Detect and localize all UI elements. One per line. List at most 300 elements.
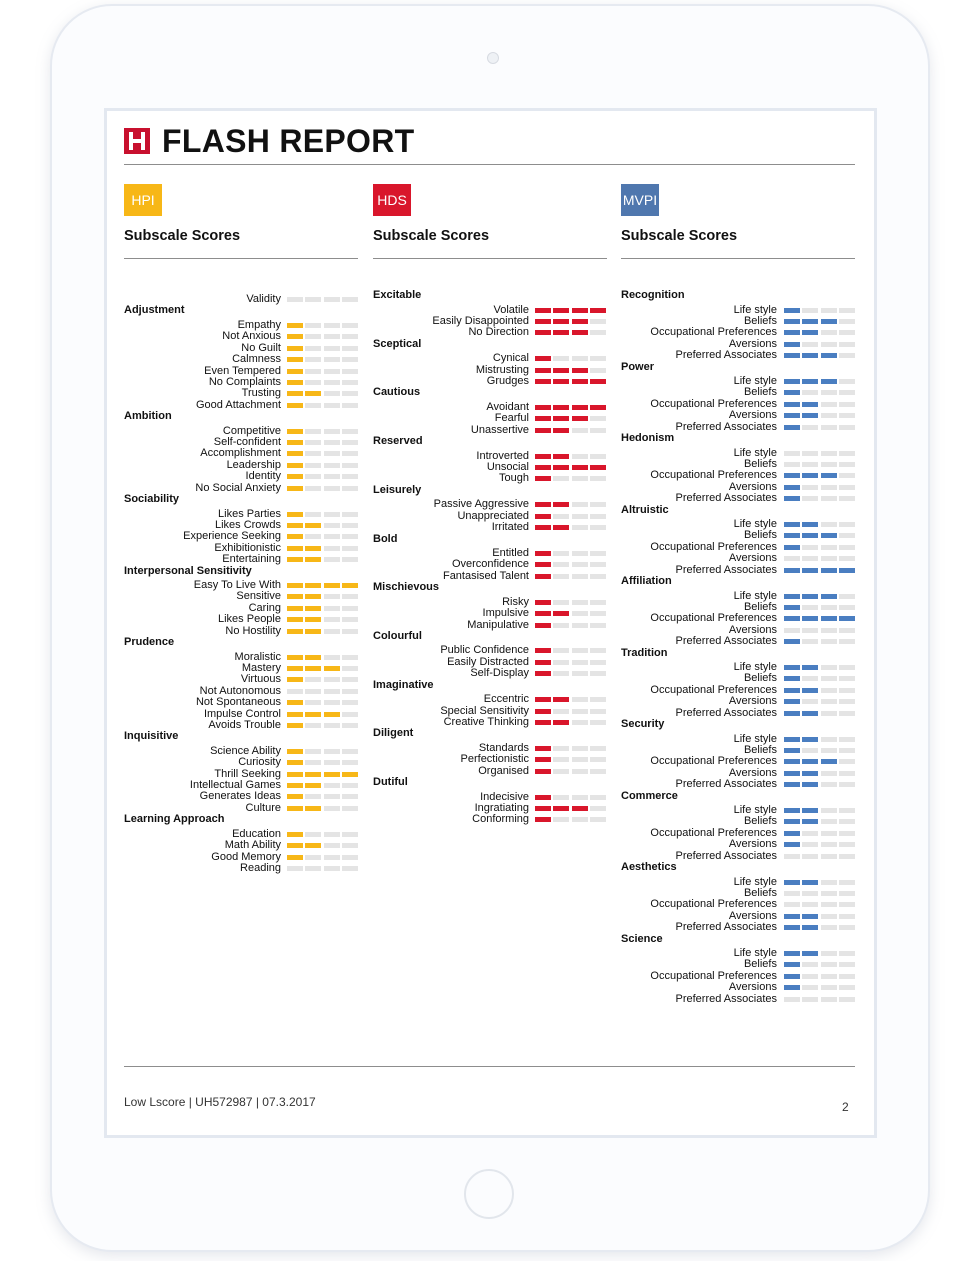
score-segment-filled (802, 808, 818, 813)
score-segment-filled (553, 611, 569, 616)
subscale-row (124, 674, 360, 685)
subscale-label: Standards (478, 741, 529, 754)
subscale-label: Virtuous (240, 673, 281, 686)
subscale-row (124, 400, 360, 411)
score-segment-filled (287, 440, 303, 445)
subscale-row (621, 316, 857, 327)
score-segment-filled (802, 737, 818, 742)
score-segment-empty (324, 629, 340, 634)
score-segment-empty (324, 380, 340, 385)
score-segment-filled (553, 319, 569, 324)
subscale-group-heading: Prudence (124, 636, 175, 648)
footer-divider (124, 1066, 855, 1067)
subscale-label: Science Ability (210, 744, 281, 757)
score-segment-empty (590, 428, 606, 433)
subscale-row (621, 899, 857, 910)
score-segment-filled (553, 525, 569, 530)
score-segment-empty (324, 474, 340, 479)
score-segment-empty (590, 746, 606, 751)
score-segment-filled (802, 594, 818, 599)
score-segment-empty (305, 486, 321, 491)
score-segment-empty (342, 783, 358, 788)
score-segment-empty (839, 711, 855, 716)
subscale-row (621, 779, 857, 790)
score-segment-empty (305, 451, 321, 456)
subscale-label: Occupational Preferences (650, 826, 777, 839)
score-segment-empty (324, 391, 340, 396)
subscale-label: Occupational Preferences (650, 755, 777, 768)
score-segment-empty (342, 723, 358, 728)
score-segment-empty (802, 985, 818, 990)
subscale-row (621, 734, 857, 745)
subscale-row (373, 620, 608, 631)
score-segment-empty (342, 451, 358, 456)
score-segment-empty (839, 485, 855, 490)
score-segment-empty (324, 451, 340, 456)
score-segment-empty (590, 525, 606, 530)
subscale-row (621, 305, 857, 316)
score-segment-filled (821, 319, 837, 324)
subscale-label: Aversions (728, 337, 777, 350)
score-segment-filled (287, 391, 303, 396)
score-segment-empty (839, 891, 855, 896)
score-segment-empty (572, 600, 588, 605)
score-segment-empty (590, 574, 606, 579)
score-segment-filled (535, 308, 551, 313)
subscale-row (124, 320, 360, 331)
subscale-group-heading: Imaginative (373, 678, 434, 691)
score-segment-empty (553, 709, 569, 714)
subscale-row (124, 663, 360, 674)
subscale-row (373, 413, 608, 424)
subscale-row (124, 626, 360, 637)
score-segment-filled (287, 794, 303, 799)
score-segment-empty (572, 660, 588, 665)
score-segment-empty (305, 369, 321, 374)
subscale-label: Generates Ideas (199, 790, 281, 803)
score-segment-filled (784, 353, 800, 358)
score-segment-filled (784, 925, 800, 930)
score-segment-empty (821, 711, 837, 716)
score-segment-empty (802, 556, 818, 561)
score-segment-empty (342, 712, 358, 717)
score-segment-empty (802, 390, 818, 395)
score-segment-empty (590, 648, 606, 653)
score-segment-empty (590, 319, 606, 324)
score-segment-filled (535, 757, 551, 762)
subscale-row (621, 696, 857, 707)
score-segment-empty (572, 476, 588, 481)
score-segment-empty (784, 854, 800, 859)
score-segment-empty (572, 454, 588, 459)
score-segment-filled (802, 711, 818, 716)
subscale-group-heading: Adjustment (124, 304, 185, 317)
score-segment-empty (305, 346, 321, 351)
subscale-label: Volatile (493, 303, 529, 316)
score-segment-empty (821, 676, 837, 681)
score-segment-empty (839, 880, 855, 885)
score-segment-empty (821, 985, 837, 990)
subscale-label: Preferred Associates (675, 492, 777, 505)
score-segment-empty (802, 997, 818, 1002)
subscale-row (621, 922, 857, 933)
score-segment-empty (342, 357, 358, 362)
subscale-label: Trusting (241, 387, 281, 400)
score-segment-empty (821, 914, 837, 919)
subscale-label: Passive Aggressive (433, 498, 529, 511)
score-segment-empty (324, 794, 340, 799)
score-segment-filled (802, 522, 818, 527)
score-segment-filled (590, 379, 606, 384)
subscale-row (621, 459, 857, 470)
subscale-row (124, 426, 360, 437)
subscale-row (621, 422, 857, 433)
score-segment-filled (287, 583, 303, 588)
score-segment-empty (342, 486, 358, 491)
subscale-row (124, 448, 360, 459)
subscale-row (373, 511, 608, 522)
score-segment-empty (572, 757, 588, 762)
subscale-label: Preferred Associates (675, 635, 777, 648)
score-segment-filled (553, 416, 569, 421)
subscale-row (124, 509, 360, 520)
score-segment-filled (287, 463, 303, 468)
score-segment-filled (535, 600, 551, 605)
subscale-row (621, 851, 857, 862)
hds-badge: HDS (373, 184, 411, 216)
score-segment-empty (590, 330, 606, 335)
score-segment-filled (784, 425, 800, 430)
score-segment-filled (535, 806, 551, 811)
score-segment-empty (821, 974, 837, 979)
score-segment-empty (821, 413, 837, 418)
score-segment-empty (821, 771, 837, 776)
subscale-row (373, 522, 608, 533)
score-segment-filled (287, 369, 303, 374)
subscale-label: Preferred Associates (675, 849, 777, 862)
subscale-row (124, 543, 360, 554)
score-segment-filled (535, 330, 551, 335)
score-segment-filled (342, 583, 358, 588)
subscale-label: Introverted (476, 449, 529, 462)
score-segment-empty (839, 759, 855, 764)
score-segment-empty (324, 832, 340, 837)
subscale-row (373, 717, 608, 728)
score-segment-filled (784, 342, 800, 347)
score-segment-filled (590, 405, 606, 410)
score-segment-empty (342, 689, 358, 694)
subscale-row (373, 327, 608, 338)
score-segment-filled (553, 379, 569, 384)
score-segment-empty (572, 514, 588, 519)
score-segment-empty (590, 806, 606, 811)
score-segment-filled (784, 545, 800, 550)
score-segment-filled (287, 712, 303, 717)
subscale-row (621, 410, 857, 421)
subscale-row (621, 745, 857, 756)
score-segment-filled (553, 330, 569, 335)
score-segment-filled (287, 557, 303, 562)
subscale-label: Aversions (728, 766, 777, 779)
score-segment-filled (535, 368, 551, 373)
subscale-group-heading: Hedonism (621, 432, 675, 444)
score-segment-filled (572, 416, 588, 421)
subscale-label: Unsocial (486, 461, 529, 473)
score-segment-empty (305, 357, 321, 362)
score-segment-empty (821, 485, 837, 490)
subscale-row (124, 769, 360, 780)
score-segment-filled (324, 712, 340, 717)
subscale-label: Math Ability (224, 839, 281, 852)
subscale-label: Impulse Control (203, 707, 281, 720)
score-segment-empty (553, 671, 569, 676)
score-segment-empty (821, 330, 837, 335)
score-segment-filled (305, 546, 321, 551)
subscale-label: Preferred Associates (675, 921, 777, 934)
score-segment-empty (342, 843, 358, 848)
score-segment-empty (821, 451, 837, 456)
score-segment-empty (590, 368, 606, 373)
subscale-label: Good Memory (211, 850, 281, 863)
subscale-label: Empathy (237, 318, 281, 331)
score-segment-filled (839, 616, 855, 621)
subscale-row (621, 339, 857, 350)
score-segment-filled (305, 712, 321, 717)
score-segment-filled (535, 660, 551, 665)
subscale-row (124, 388, 360, 399)
subscale-group-heading: Excitable (373, 289, 422, 301)
score-segment-empty (342, 474, 358, 479)
score-segment-empty (784, 891, 800, 896)
score-segment-empty (802, 842, 818, 847)
score-segment-empty (821, 462, 837, 467)
score-segment-filled (305, 557, 321, 562)
score-segment-empty (305, 323, 321, 328)
subscale-row (373, 402, 608, 413)
score-segment-empty (342, 429, 358, 434)
score-segment-empty (590, 611, 606, 616)
score-segment-empty (821, 556, 837, 561)
score-segment-empty (839, 308, 855, 313)
score-segment-empty (839, 985, 855, 990)
subscale-row (621, 816, 857, 827)
score-segment-filled (535, 319, 551, 324)
score-segment-filled (553, 405, 569, 410)
subscale-label: No Hostility (225, 624, 281, 637)
subscale-row (124, 460, 360, 471)
score-segment-empty (839, 379, 855, 384)
subscale-row (373, 706, 608, 717)
subscale-label: Life style (733, 589, 777, 602)
score-segment-empty (305, 474, 321, 479)
score-segment-empty (287, 866, 303, 871)
subscale-group-heading: Tradition (621, 646, 668, 659)
score-segment-empty (324, 617, 340, 622)
score-segment-empty (572, 502, 588, 507)
score-segment-empty (839, 639, 855, 644)
score-segment-empty (802, 545, 818, 550)
score-segment-filled (287, 357, 303, 362)
subscale-row (621, 839, 857, 850)
score-segment-filled (287, 855, 303, 860)
score-segment-filled (305, 606, 321, 611)
score-segment-filled (572, 319, 588, 324)
score-segment-empty (324, 723, 340, 728)
score-segment-empty (802, 831, 818, 836)
subscale-label: Risky (502, 595, 529, 608)
score-segment-filled (553, 806, 569, 811)
subscale-group-heading: Mischievous (373, 581, 440, 594)
subscale-label: Curiosity (238, 756, 281, 769)
score-segment-filled (287, 760, 303, 765)
score-segment-filled (553, 502, 569, 507)
score-segment-empty (342, 440, 358, 445)
score-segment-filled (287, 655, 303, 660)
score-segment-empty (821, 545, 837, 550)
score-segment-filled (821, 759, 837, 764)
score-segment-filled (821, 594, 837, 599)
subscale-row (124, 840, 360, 851)
score-segment-empty (553, 746, 569, 751)
score-segment-filled (784, 808, 800, 813)
score-segment-filled (287, 677, 303, 682)
score-segment-filled (802, 533, 818, 538)
score-segment-empty (572, 525, 588, 530)
home-button[interactable] (464, 1169, 514, 1219)
score-segment-empty (839, 951, 855, 956)
subscale-group-heading: Aesthetics (621, 861, 677, 873)
subscale-row (621, 768, 857, 779)
subscale-row (124, 471, 360, 482)
subscale-row (621, 948, 857, 959)
score-segment-filled (572, 806, 588, 811)
score-segment-empty (839, 330, 855, 335)
score-segment-empty (839, 771, 855, 776)
subscale-label: No Complaints (208, 375, 281, 388)
score-segment-empty (324, 512, 340, 517)
subscale-label: Education (232, 827, 281, 840)
score-segment-filled (535, 525, 551, 530)
score-segment-empty (324, 403, 340, 408)
score-segment-filled (821, 353, 837, 358)
subscale-label: Life style (733, 732, 777, 745)
subscale-row (124, 791, 360, 802)
subscale-row (124, 591, 360, 602)
score-segment-empty (802, 676, 818, 681)
subscale-row (621, 542, 857, 553)
subscale-label: Identity (245, 470, 281, 483)
subscale-row (124, 757, 360, 768)
subscale-row (621, 959, 857, 970)
subscale-label: No Guilt (241, 341, 281, 354)
score-segment-empty (590, 562, 606, 567)
score-segment-empty (839, 390, 855, 395)
subscale-row (373, 803, 608, 814)
score-segment-empty (802, 462, 818, 467)
score-segment-empty (821, 782, 837, 787)
subscale-label: Easy To Live With (193, 579, 281, 591)
subscale-label: Fantasised Talent (442, 569, 529, 582)
subscale-row (621, 376, 857, 387)
score-segment-filled (535, 562, 551, 567)
score-segment-empty (324, 606, 340, 611)
score-segment-filled (821, 533, 837, 538)
score-segment-filled (535, 709, 551, 714)
score-segment-filled (802, 759, 818, 764)
score-segment-filled (784, 842, 800, 847)
score-segment-empty (839, 342, 855, 347)
subscale-group-heading: Leisurely (373, 483, 422, 496)
subscale-label: Aversions (728, 909, 777, 922)
score-segment-filled (287, 749, 303, 754)
score-segment-empty (305, 689, 321, 694)
subscale-row (621, 399, 857, 410)
score-segment-empty (342, 655, 358, 660)
score-segment-empty (572, 709, 588, 714)
score-segment-empty (590, 709, 606, 714)
score-segment-filled (305, 391, 321, 396)
subscale-label: Thrill Seeking (214, 767, 281, 780)
subscale-row (373, 559, 608, 570)
score-segment-empty (839, 413, 855, 418)
subscale-group-heading: Learning Approach (124, 813, 225, 826)
score-segment-filled (287, 486, 303, 491)
subscale-group-heading: Commerce (621, 789, 678, 802)
subscale-row (621, 493, 857, 504)
score-segment-empty (802, 974, 818, 979)
score-segment-filled (784, 951, 800, 956)
score-segment-filled (287, 617, 303, 622)
score-segment-empty (821, 902, 837, 907)
score-segment-empty (305, 429, 321, 434)
subscale-group-heading: Dutiful (373, 776, 408, 788)
score-segment-empty (802, 639, 818, 644)
subscale-row (621, 553, 857, 564)
score-segment-empty (821, 688, 837, 693)
score-segment-empty (839, 496, 855, 501)
score-segment-empty (572, 551, 588, 556)
score-segment-empty (342, 403, 358, 408)
score-segment-empty (821, 831, 837, 836)
score-segment-filled (784, 390, 800, 395)
score-segment-filled (324, 583, 340, 588)
subscale-label: Not Spontaneous (195, 696, 281, 709)
score-segment-filled (839, 568, 855, 573)
score-segment-filled (305, 655, 321, 660)
score-segment-empty (802, 748, 818, 753)
score-segment-filled (784, 782, 800, 787)
subscale-label: Unassertive (470, 423, 529, 436)
subscale-label: Even Tempered (204, 364, 281, 377)
score-segment-empty (305, 794, 321, 799)
subscale-row (621, 387, 857, 398)
score-segment-empty (821, 819, 837, 824)
score-segment-empty (802, 308, 818, 313)
subscale-group-heading: Affiliation (621, 575, 672, 587)
score-segment-filled (784, 962, 800, 967)
score-segment-empty (553, 551, 569, 556)
score-segment-empty (553, 562, 569, 567)
score-segment-empty (839, 556, 855, 561)
subscale-label: Preferred Associates (675, 992, 777, 1005)
score-segment-empty (305, 866, 321, 871)
score-segment-empty (802, 496, 818, 501)
score-segment-empty (342, 866, 358, 871)
score-segment-filled (553, 428, 569, 433)
score-segment-empty (287, 297, 303, 302)
subscale-row (621, 828, 857, 839)
subscale-row (124, 614, 360, 625)
